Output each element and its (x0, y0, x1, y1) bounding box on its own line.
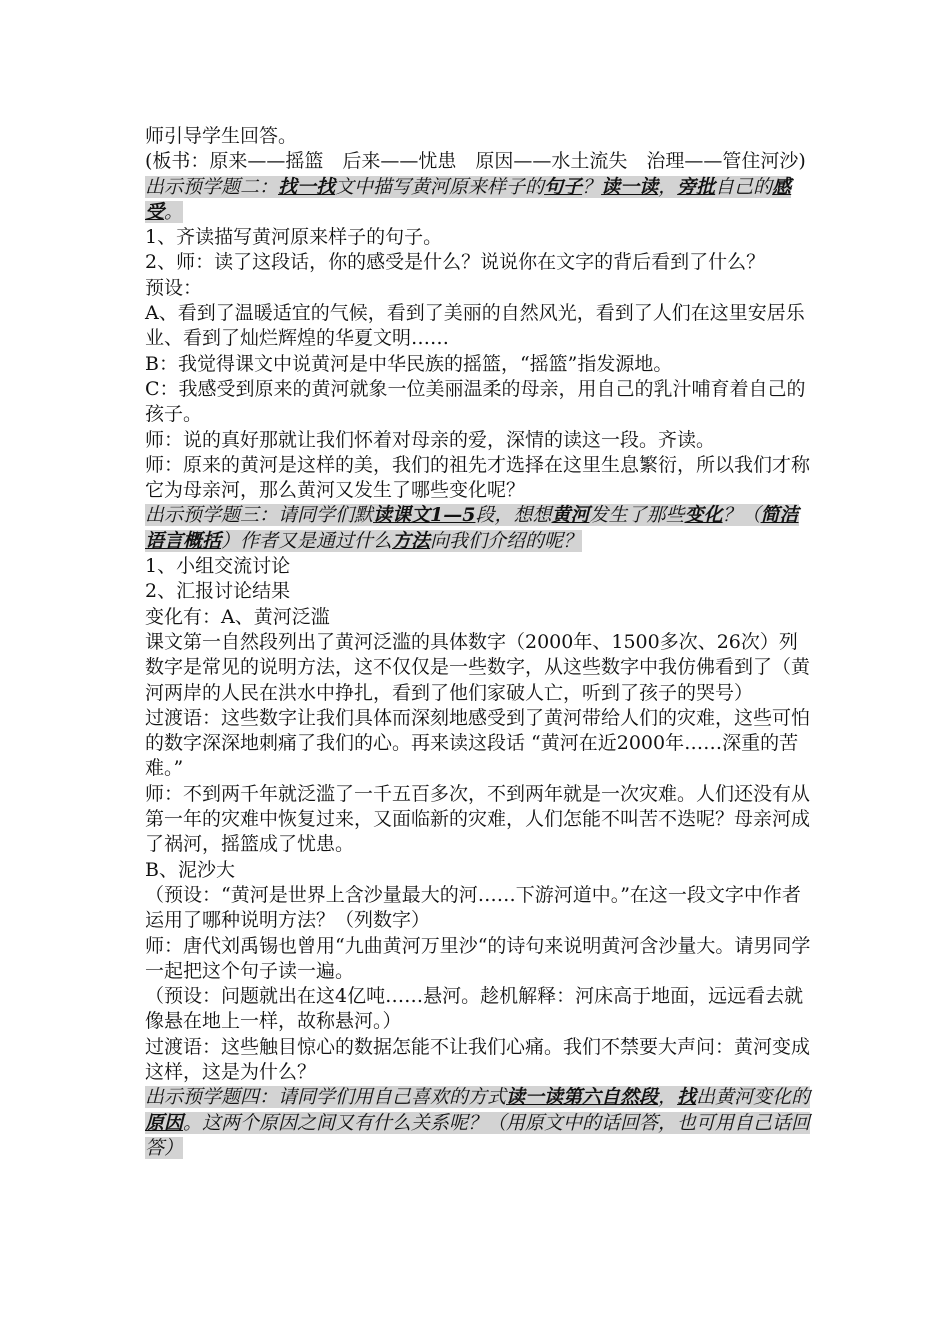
question-text: ）作者又是通过什么 (221, 529, 393, 552)
paragraph: 课文第一自然段列出了黄河泛滥的具体数字（2000年、1500多次、26次）列数字是常见的说明方法，这不仅仅是一些数字，从这些数字中我仿佛看到了（黄河两岸的人民在洪水中挣扎，看到了他们家破人亡，听到了孩子的哭号） (145, 630, 811, 704)
paragraph: 师：原来的黄河是这样的美，我们的祖先才选择在这里生息繁衍，所以我们才称它为母亲河，那么黄河又发生了哪些变化呢？ (145, 453, 811, 502)
paragraph: B、泥沙大 (145, 858, 235, 881)
key-phrase: 感受 (145, 175, 792, 223)
key-phrase: 句子 (544, 175, 583, 198)
paragraph: 变化有：A、黄河泛滥 (145, 605, 330, 628)
highlighted-question (145, 503, 813, 554)
paragraph: 过渡语：这些触目惊心的数据怎能不让我们心痛。我们不禁要大声问：黄河变成这样，这是为什么？ (145, 1035, 811, 1083)
paragraph: 1、小组交流讨论 (145, 555, 291, 578)
question-text: ， (658, 175, 678, 198)
question-text: 出示预学题四：请同学们用自己喜欢的方式 (145, 1086, 507, 1109)
paragraph: （预设：问题就出在这4亿吨……悬河。趁机解释：河床高于地面，远远看去就像悬在地上一样，故称悬河。） (145, 985, 804, 1033)
question-text: 发生了那些 (589, 504, 685, 527)
paragraph: （预设：“黄河是世界上含沙量最大的河……下游河道中。”在这一段文字中作者运用了哪种说明方法？（列数字） (145, 883, 801, 932)
document-body (145, 124, 813, 1161)
key-phrase: 找一找 (278, 175, 336, 198)
key-phrase: 读一读第六自然段 (506, 1086, 659, 1109)
key-phrase: 读课文1—5 (373, 504, 476, 527)
paragraph: B：我觉得课文中说黄河是中华民族的摇篮，“摇篮”指发源地。 (145, 352, 673, 375)
question-text: 出黄河变化的 (696, 1086, 811, 1109)
paragraph: 过渡语：这些数字让我们具体而深刻地感受到了黄河带给人们的灾难，这些可怕的数字深深地刺痛了我们的心。再来读这段话 “黄河在近2000年……深重的苦难。” (145, 706, 811, 780)
key-phrase: 读一读 (601, 175, 659, 198)
paragraph: (板书：原来——摇篮 后来——忧患 原因——水土流失 治理——管住河沙) (145, 150, 806, 173)
question-text: 出示预学题三：请同学们默 (145, 504, 374, 527)
key-phrase: 原因 (145, 1111, 184, 1134)
paragraph: 师：说的真好那就让我们怀着对母亲的爱，深情的读这一段。齐读。 (145, 428, 716, 451)
paragraph: 师：不到两千年就泛滥了一千五百多次，不到两年就是一次灾难。人们还没有从第一年的灾难中恢复过来，又面临新的灾难，人们怎能不叫苦不迭呢？母亲河成了祸河，摇篮成了忧患。 (145, 782, 811, 856)
question-text: 段，想想 (475, 504, 552, 527)
question-text: 出示预学题二： (145, 175, 279, 198)
paragraph: 师：唐代刘禹锡也曾用“九曲黄河万里沙“的诗句来说明黄河含沙量大。请男同学一起把这个句子读一遍。 (145, 934, 811, 982)
paragraph: 2、汇报讨论结果 (145, 580, 291, 603)
question-text: ？ (582, 175, 602, 198)
question-text: 。这两个原因之间又有什么关系呢？（用原文中的话回答，也可用自己话回答） (145, 1111, 811, 1159)
paragraph: 2、师：读了这段话，你的感受是什么？说说你在文字的背后看到了什么？ (145, 251, 766, 274)
paragraph: 师引导学生回答。 (145, 125, 298, 147)
key-phrase: 变化 (684, 504, 723, 527)
paragraph: C：我感受到原来的黄河就象一位美丽温柔的母亲，用自己的乳汁哺育着自己的孩子。 (145, 377, 806, 426)
question-text: ， (658, 1086, 678, 1109)
key-phrase: 旁批 (677, 175, 716, 198)
key-phrase: 找 (677, 1086, 697, 1109)
question-text: 向我们介绍的呢？ (430, 529, 583, 552)
key-phrase: 方法 (392, 529, 431, 552)
paragraph: 预设： (145, 276, 203, 299)
key-phrase: 简洁语言概括 (145, 504, 799, 552)
highlighted-question (145, 175, 813, 226)
highlighted-question (145, 1085, 813, 1161)
question-text: 。 (164, 200, 184, 223)
question-text: 文中描写黄河原来样子的 (335, 175, 545, 198)
paragraph: 1、齐读描写黄河原来样子的句子。 (145, 226, 443, 249)
question-text: ？（ (722, 504, 761, 527)
paragraph: A、看到了温暖适宜的气候，看到了美丽的自然风光，看到了人们在这里安居乐业、看到了灿烂辉煌的华夏文明…… (145, 302, 805, 350)
key-phrase: 黄河 (551, 504, 590, 527)
question-text: 自己的 (715, 175, 773, 198)
